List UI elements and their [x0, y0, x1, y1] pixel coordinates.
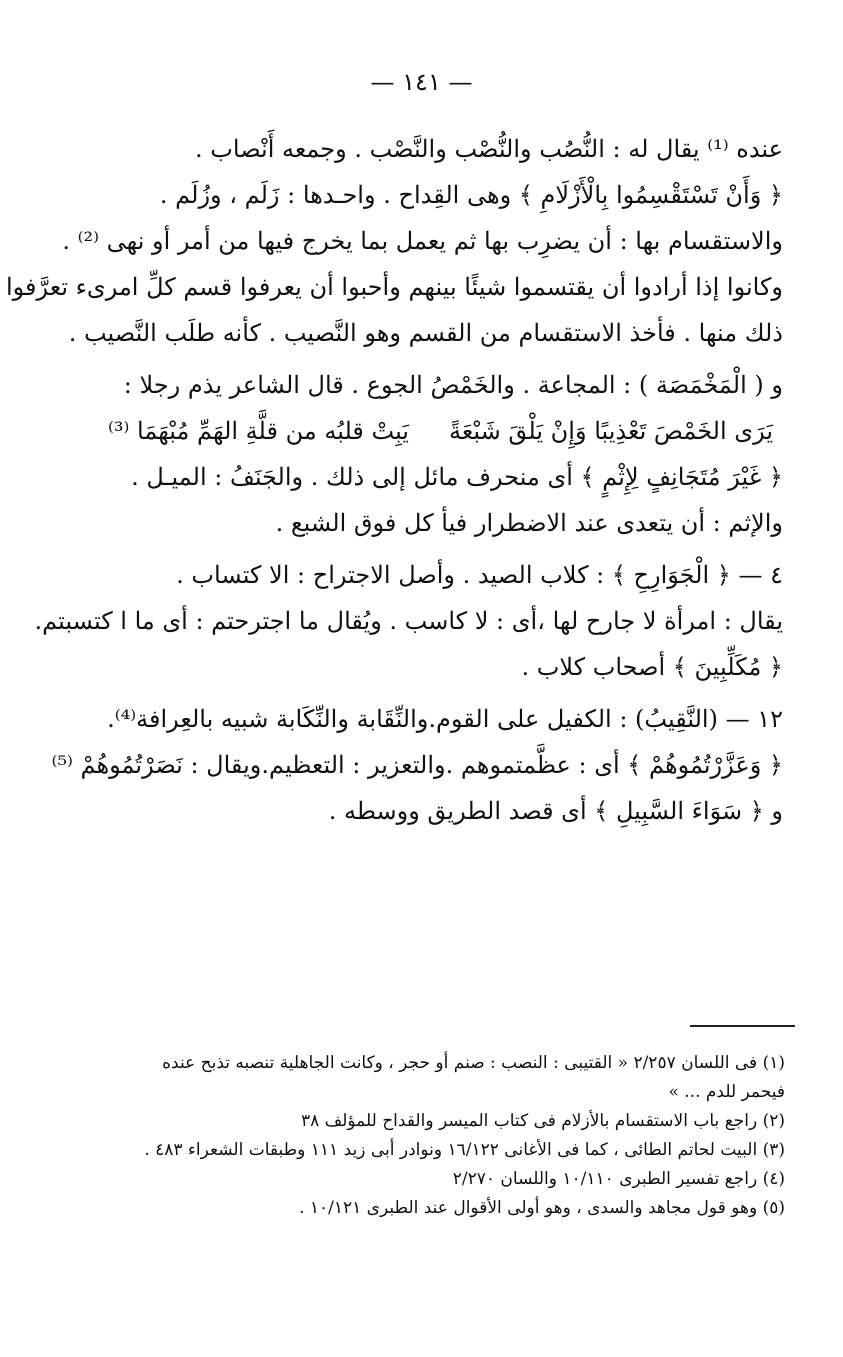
text-line: ٤ — ﴿ الْجَوَارِحِ ﴾ : كلاب الصيد . وأصل الاجتراح : الا كتساب . [176, 561, 783, 589]
text-line: والاستقسام بها : أن يضرِب بها ثم يعمل بما يخرج فيها من أمر أو نهى ⁽²⁾ . [62, 227, 783, 255]
poetry-verse [83, 417, 783, 463]
footnote-separator [690, 1025, 795, 1027]
text-line: ذلك منها . فأخذ الاستقسام من القسم وهو النَّصيب . كأنه طلَب النَّصيب . [68, 319, 783, 347]
text-line: عنده ⁽¹⁾ يقال له : النُّصُب والنُّصْب والنَّصْب . وجمعه أَنْصاب . [195, 135, 783, 163]
footnote: (٣) البيت لحاتم الطائى ، كما فى الأغانى ١٦/١٢٢ ونوادر أبى زيد ١١١ وطبقات الشعراء ٤٨٣ . [144, 1140, 785, 1160]
footnote: (٢) راجع باب الاستقسام بالأزلام فى كتاب الميسر والقداح للمؤلف ٣٨ [300, 1111, 785, 1131]
text-line: و ﴿ سَوَاءَ السَّبِيلِ ﴾ أى قصد الطريق ووسطه . [328, 797, 783, 825]
text-line: و ( الْمَخْمَصَة ) : المجاعة . والخَمْصُ الجوع . قال الشاعر يذم رجلا : [123, 371, 783, 399]
text-line: ١٢ — (النَّقِيبُ) : الكفيل على القوم.والنِّقَابة والنِّكَابة شبيه بالعِرافة⁽⁴⁾. [107, 705, 783, 733]
verse-first-hemistich: يَرَى الخَمْصَ تَعْذِيبًا وَإِنْ يَلْقَ شَبْعَةً [448, 417, 773, 445]
main-text [5, 135, 783, 843]
text-line: ﴿ وَأَنْ تَسْتَقْسِمُوا بِالْأَزْلَامِ ﴾ وهى القِداح . واحـدها : زَلَم ، وزُلَم . [159, 181, 783, 209]
footnote: (٥) وهو قول مجاهد والسدى ، وهو أولى الأقوال عند الطبرى ١٠/١٢١ . [299, 1198, 785, 1218]
verse-second-hemistich: يَبِتْ قلبُه من قلَّةِ الهَمِّ مُبْهَمَا ⁽³⁾ [108, 417, 409, 445]
text-line: والإثم : أن يتعدى عند الاضطرار فيأ كل فوق الشبع . [275, 509, 783, 537]
text-line: ﴿ وَعَزَّرْتُمُوهُمْ ﴾ أى : عظَّمتموهم .والتعزير : التعظيم.ويقال : نَصَرْتُمُوهُمْ ⁽⁵⁾ [51, 751, 783, 779]
footnotes [80, 1052, 785, 1226]
text-line: ﴿ غَيْرَ مُتَجَانِفٍ لِإِثْمٍ ﴾ أى منحرف مائل إلى ذلك . والجَنَفُ : الميـل . [131, 463, 783, 491]
footnote: (١) فى اللسان ٢/٢٥٧ « القتيبى : النصب : صنم أو حجر ، وكانت الجاهلية تنصبه تذبح عنده [162, 1053, 785, 1073]
text-line: وكانوا إذا أرادوا أن يقتسموا شيئًا بينهم وأحبوا أن يعرفوا قسم كلِّ امرىء تعرَّفوا [5, 273, 783, 301]
text-line: ﴿ مُكَلِّبِينَ ﴾ أصحاب كلاب . [521, 653, 783, 681]
footnote-continuation: فيحمر للدم ... » [668, 1082, 785, 1102]
text-line: يقال : امرأة لا جارح لها ،أى : لا كاسب . ويُقال ما اجترحتم : أى ما ا كتسبتم. [34, 607, 783, 635]
footnote: (٤) راجع تفسير الطبرى ١٠/١١٠ واللسان ٢/٢٧٠ [452, 1169, 785, 1189]
page-number: — ١٤١ — [370, 68, 473, 96]
